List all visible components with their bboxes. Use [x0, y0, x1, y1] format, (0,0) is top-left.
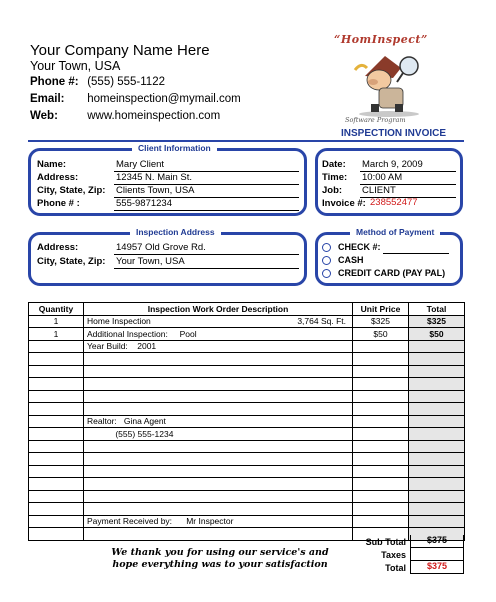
row-description[interactable]: [84, 453, 353, 466]
row-quantity[interactable]: [29, 528, 84, 541]
row-total: [409, 428, 465, 441]
row-unit-price[interactable]: [353, 415, 409, 428]
row-total: [409, 378, 465, 391]
row-quantity[interactable]: [29, 403, 84, 416]
row-description-text: Payment Received by: Mr Inspector: [87, 516, 234, 527]
header-description: Inspection Work Order Description: [84, 303, 353, 316]
table-row: [29, 490, 465, 503]
row-description[interactable]: [84, 440, 353, 453]
row-description[interactable]: [84, 478, 353, 491]
table-header-row: [29, 303, 465, 316]
client-address-label: Address:: [37, 172, 79, 183]
row-total: [409, 415, 465, 428]
row-description[interactable]: [84, 340, 353, 353]
client-phone-label: Phone # :: [37, 198, 80, 209]
row-description[interactable]: [84, 528, 353, 541]
row-total: [409, 453, 465, 466]
row-unit-price[interactable]: [353, 353, 409, 366]
client-name-label: Name:: [37, 159, 67, 170]
table-row: [29, 440, 465, 453]
taxes-value[interactable]: [410, 548, 464, 561]
company-email-label: Email:: [30, 93, 65, 105]
row-unit-price[interactable]: [353, 465, 409, 478]
row-unit-price[interactable]: [353, 515, 409, 528]
row-unit-price[interactable]: [353, 453, 409, 466]
check-number-line[interactable]: [383, 253, 449, 254]
row-description[interactable]: [84, 490, 353, 503]
logo-title: “HomInspect”: [334, 33, 428, 46]
row-total: [409, 515, 465, 528]
table-row: [29, 378, 465, 391]
invoice-no-label: Invoice #:: [322, 198, 366, 209]
thanks-line-2: hope everything was to your satisfaction: [112, 559, 328, 570]
row-quantity[interactable]: [29, 428, 84, 441]
header-total: Total: [409, 303, 465, 316]
row-quantity[interactable]: [29, 365, 84, 378]
payment-title: Method of Payment: [350, 227, 440, 237]
row-description[interactable]: [84, 315, 353, 328]
row-total: [409, 503, 465, 516]
payment-radio-check[interactable]: [322, 243, 331, 252]
row-description-text: Home Inspection: [87, 316, 151, 327]
row-description[interactable]: [84, 428, 353, 441]
row-quantity[interactable]: [29, 478, 84, 491]
row-unit-price[interactable]: $50: [353, 328, 409, 341]
row-unit-price[interactable]: $325: [353, 315, 409, 328]
insp-address-label: Address:: [37, 242, 79, 253]
time-value[interactable]: 10:00 AM: [360, 172, 456, 185]
company-phone-row: [30, 76, 165, 88]
row-quantity[interactable]: [29, 353, 84, 366]
row-description[interactable]: [84, 403, 353, 416]
row-total: [409, 340, 465, 353]
table-row: [29, 515, 465, 528]
row-description[interactable]: [84, 515, 353, 528]
table-row: [29, 328, 465, 341]
logo-subtitle: Software Program: [345, 116, 406, 124]
row-description[interactable]: [84, 365, 353, 378]
row-unit-price[interactable]: [353, 478, 409, 491]
client-phone-value[interactable]: 555-9871234: [114, 198, 299, 211]
row-quantity[interactable]: 1: [29, 328, 84, 341]
job-value[interactable]: CLIENT: [360, 185, 456, 198]
row-total: [409, 390, 465, 403]
header-quantity: Quantity: [29, 303, 84, 316]
table-row: [29, 315, 465, 328]
company-web-label: Web:: [30, 110, 58, 122]
row-unit-price[interactable]: [353, 365, 409, 378]
row-quantity[interactable]: [29, 515, 84, 528]
table-row: [29, 478, 465, 491]
row-unit-price[interactable]: [353, 378, 409, 391]
row-description[interactable]: [84, 503, 353, 516]
subtotal-label: Sub Total: [365, 537, 406, 547]
table-row: [29, 428, 465, 441]
client-address-value[interactable]: 12345 N. Main St.: [114, 172, 299, 185]
row-description-text: Realtor: Gina Agent: [87, 416, 166, 427]
company-email-row: [30, 93, 241, 105]
thanks-line-1: We thank you for using our service's and: [111, 547, 329, 558]
row-description[interactable]: [84, 465, 353, 478]
payment-radio-cash[interactable]: [322, 256, 331, 265]
row-description-text: (555) 555-1234: [87, 428, 174, 439]
company-phone-label: Phone #:: [30, 76, 79, 88]
work-order-table: [28, 302, 465, 541]
company-email: homeinspection@mymail.com: [87, 93, 241, 105]
client-name-value[interactable]: Mary Client: [114, 159, 299, 172]
row-description[interactable]: [84, 353, 353, 366]
row-description-text: Additional Inspection: Pool: [87, 328, 197, 339]
client-info-title: Client Information: [132, 143, 217, 153]
table-row: [29, 465, 465, 478]
insp-csz-label: City, State, Zip:: [37, 256, 106, 267]
table-row: [29, 403, 465, 416]
row-quantity[interactable]: [29, 453, 84, 466]
company-phone: (555) 555-1122: [87, 76, 165, 88]
row-unit-price[interactable]: [353, 490, 409, 503]
payment-option-check: CHECK #:: [338, 242, 381, 252]
invoice-title: INSPECTION INVOICE: [341, 128, 447, 139]
row-unit-price[interactable]: [353, 440, 409, 453]
row-quantity[interactable]: [29, 340, 84, 353]
time-label: Time:: [322, 172, 348, 183]
inspection-address-title: Inspection Address: [130, 227, 221, 237]
row-quantity[interactable]: [29, 440, 84, 453]
row-quantity[interactable]: [29, 378, 84, 391]
date-label: Date:: [322, 159, 346, 170]
row-unit-price[interactable]: [353, 390, 409, 403]
table-row: [29, 365, 465, 378]
subtotal-value: $375: [410, 535, 464, 548]
insp-csz-value[interactable]: Your Town, USA: [114, 256, 299, 269]
taxes-label: Taxes: [381, 550, 406, 560]
row-quantity[interactable]: [29, 503, 84, 516]
table-row: [29, 340, 465, 353]
date-value[interactable]: March 9, 2009: [360, 159, 456, 172]
table-row: [29, 453, 465, 466]
row-description[interactable]: [84, 415, 353, 428]
row-total: $325: [409, 315, 465, 328]
job-label: Job:: [322, 185, 343, 196]
row-unit-price[interactable]: [353, 428, 409, 441]
row-total: [409, 465, 465, 478]
row-unit-price[interactable]: [353, 503, 409, 516]
total-value: $375: [410, 561, 464, 574]
client-csz-label: City, State, Zip:: [37, 185, 106, 196]
row-quantity[interactable]: [29, 390, 84, 403]
payment-option-credit: CREDIT CARD (PAY PAL): [338, 268, 446, 278]
row-total: [409, 353, 465, 366]
table-row: [29, 503, 465, 516]
row-unit-price[interactable]: [353, 403, 409, 416]
row-quantity[interactable]: 1: [29, 315, 84, 328]
row-description-text: Year Build: 2001: [87, 341, 157, 352]
company-name: Your Company Name Here: [30, 42, 210, 59]
thanks-message: [100, 547, 340, 571]
company-web-row: [30, 110, 220, 122]
invoice-no-value: 238552477: [370, 197, 418, 208]
client-csz-value[interactable]: Clients Town, USA: [114, 185, 299, 198]
row-quantity[interactable]: [29, 415, 84, 428]
header-unit-price: Unit Price: [353, 303, 409, 316]
company-web: www.homeinspection.com: [87, 110, 221, 122]
row-total: [409, 440, 465, 453]
table-body: [29, 315, 465, 540]
row-total: [409, 478, 465, 491]
payment-radio-credit[interactable]: [322, 269, 331, 278]
row-description[interactable]: [84, 378, 353, 391]
header-divider: [28, 140, 464, 142]
inspector-mascot-icon: [345, 46, 435, 118]
row-quantity[interactable]: [29, 490, 84, 503]
row-total: [409, 403, 465, 416]
table-row: [29, 353, 465, 366]
row-description[interactable]: [84, 328, 353, 341]
company-town: Your Town, USA: [30, 59, 121, 73]
row-description-extra: 3,764 Sq. Ft.: [297, 316, 346, 327]
table-row: [29, 415, 465, 428]
row-total: $50: [409, 328, 465, 341]
row-unit-price[interactable]: [353, 340, 409, 353]
table-row: [29, 390, 465, 403]
insp-address-value[interactable]: 14957 Old Grove Rd.: [114, 242, 299, 255]
row-total: [409, 365, 465, 378]
total-label: Total: [385, 563, 406, 573]
row-description[interactable]: [84, 390, 353, 403]
row-quantity[interactable]: [29, 465, 84, 478]
payment-option-cash: CASH: [338, 255, 364, 265]
row-total: [409, 490, 465, 503]
